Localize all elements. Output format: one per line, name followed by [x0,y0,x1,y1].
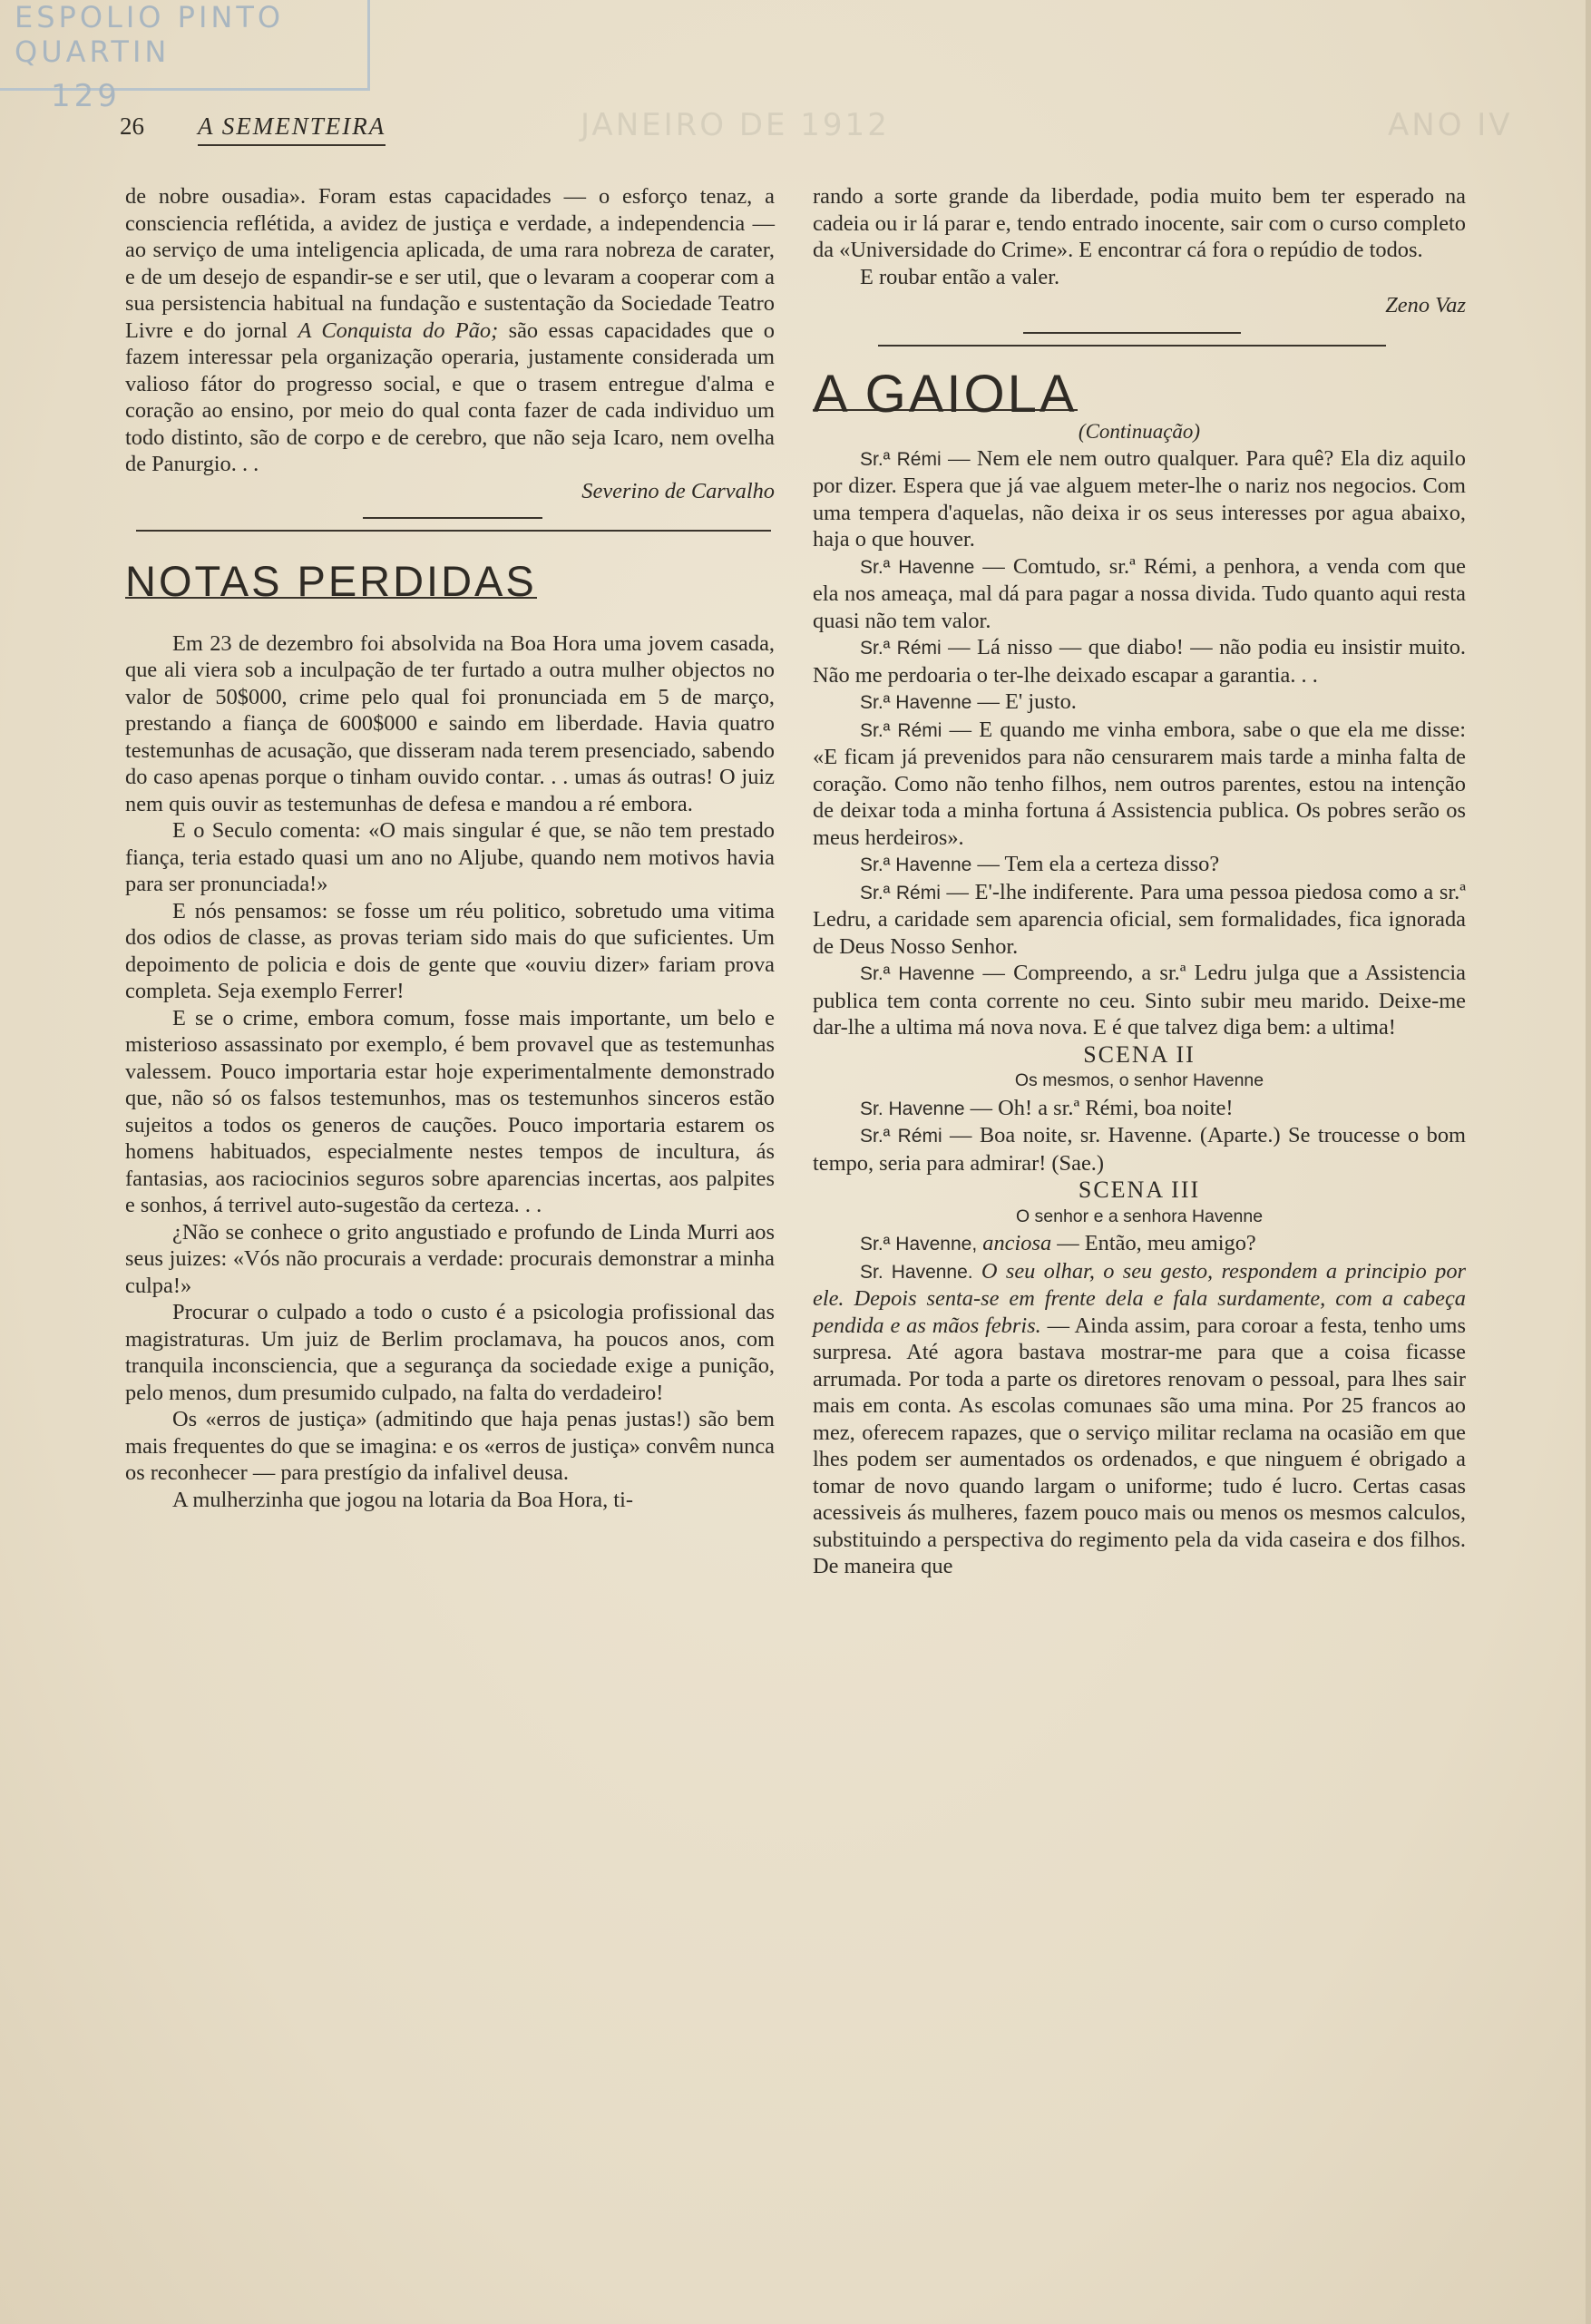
dialogue-line: Sr.ª Rémi — E'-lhe indiferente. Para uma pessoa piedosa como a sr.ª Ledru, a caridade sem aparencia oficial, sem formalidades, fica ignorada de Deus Nosso Senhor. [813,879,1466,959]
dialogue-line: Sr.ª Rémi — E quando me vinha embora, sabe o que ela me disse: «E ficam já prevenidos para não censurarem mais tarde a minha falta de coração. Como não tenho filhos, nem outros parentes, estou na intenção de deixar toda a minha fortuna á Assistencia publica. Os pobres serão os meus herdeiros». [813,717,1466,850]
speaker: Sr.ª Havenne [860,556,975,578]
dialogue-line: Sr. Havenne. O seu olhar, o seu gesto, respondem a principio por ele. Depois senta-se em frente dela e fala surdamente, com a cabeça pendida e as mãos febris. — Ainda assim, para coroar a festa, tenho ums surpresa. Até agora bastava mostrar-me para que a coisa ficasse arrumada. Por toda a parte os diretores renovam o pessoal, para lhes sair mais em conta. As escolas comunaes são uma mina. Por 25 francos ao mez, oferecem rapazes, que o serviço militar reclama na ocasião em que lhes podem ser aumentados os ordenados, e que ninguem é obrigado a tomar de novo quando largam o uniforme; tudo é lucro. Certas casas acessiveis ás mulheres, fazem pouco mais ou menos os mesmos calculos, substituindo a perspectiva do regimento pela da vida caseira e dos filhos. De maneira que [813,1258,1467,1578]
speaker: Sr. Havenne. [860,1261,973,1283]
show-through-text-2: ANO IV [1388,107,1513,143]
scene-heading-2: SCENA II [1083,1040,1196,1068]
paragraph: A mulherzinha que jogou na lotaria da Boa Hora, ti- [172,1487,633,1512]
library-stamp: ESPOLIO PINTO QUARTIN 129 [0,0,370,91]
signature-zeno: Zeno Vaz [1385,293,1466,317]
speaker: Sr.ª Havenne [860,854,972,875]
scene-subheading-2: Os mesmos, o senhor Havenne [1014,1070,1264,1090]
paragraph: E se o crime, embora comum, fosse mais importante, um belo e misterioso assassinato por exemplo, é bem provavel que as testemunhas valessem. Pouco importaria estar hoje experimentalmente demonstrado que, não só os falsos testemunhos, mas os testemunhos sinceros estão sujeitos a todos os generos de cauções. Pouco importaria estarem os homens habituados, especialmente nestes tempos de incultura, ás fantasias, aos raciocinios seguros sobre aparencias incertas, aos palpites e sonhos, á terrivel auto-sugestão da certeza. . . [125,1005,775,1217]
separator-rules [125,504,775,546]
signature-severino: Severino de Carvalho [581,478,775,503]
section-title-a-gaiola: A GAIOLA [813,364,1078,424]
speaker: Sr.ª Rémi [860,719,942,741]
speaker: Sr.ª Havenne, [860,1234,978,1255]
paragraph: E o Seculo comenta: «O mais singular é que, se não tem prestado fiança, teria estado quasi um ano no Aljube, quando nem motivos havia para ser pronunciada!» [125,818,775,896]
paragraph: Em 23 de dezembro foi absolvida na Boa Hora uma jovem casada, que ali viera sob a inculpação de ter furtado a outra mulher objectos no valor de 50$000, crime pelo qual foi pronunciada em 5 de março, prestando a fiança de 600$000 e saindo em liberdade. Havia quatro testemunhas de acusação, que disseram nada terem presenciado, sabendo do caso apenas porque o tinham ouvido contar. . . umas ás outras! O juiz nem quis ouvir as testemunhas de defesa e mandou a ré embora. [125,630,775,816]
speaker: Sr. Havenne [860,1098,965,1119]
speaker: Sr.ª Rémi [860,1126,942,1147]
dialogue-line: Sr.ª Rémi — Nem ele nem outro qualquer. Para quê? Ela diz aquilo por dizer. Espera que já vae alguem meter-lhe o nariz nos negocios. Com uma tempera d'aquelas, não deixa ir os seus interesses por agua abaixo, haja o que houver. [813,445,1466,552]
speaker: Sr.ª Havenne [860,963,975,984]
paragraph: E nós pensamos: se fosse um réu politico, sobretudo uma vitima dos odios de classe, as provas teriam sido mais do que suficientes. Um depoimento de policia e dois de gente que «ouviu dizer» fariam prova completa. Seja exemplo Ferrer! [125,898,775,1003]
paragraph: ¿Não se conhece o grito angustiado e profundo de Linda Murri aos seus juizes: «Vós não procurais a verdade: procurais demonstrar a minha culpa!» [125,1219,775,1298]
carry-over-paragraph: rando a sorte grande da liberdade, podia muito bem ter esperado na cadeia ou ir lá parar e, tendo entrado inocente, sair com o curso completo da «Universidade do Crime». E encontrar cá fora o repúdio de todos. [813,184,1466,262]
left-column [125,183,775,1513]
dialogue-block-1 [813,445,1466,1041]
scene-heading-3: SCENA III [1078,1177,1201,1203]
section-title-notas-perdidas: NOTAS PERDIDAS [125,557,537,605]
running-title: A SEMENTEIRA [198,112,386,146]
show-through-text: JANEIRO DE 1912 [581,107,890,143]
dialogue-line: Sr.ª Rémi — Lá nisso — que diabo! — não podia eu insistir muito. Não me perdoaria o ter-lhe deixado escapar a garantia. . . [813,635,1466,688]
carry-over-paragraph-2: E roubar então a valer. [860,264,1060,289]
dialogue-line: Sr.ª Havenne — Tem ela a certeza disso? [860,852,1220,876]
speaker: Sr.ª Havenne [860,692,972,713]
dialogue-line: Sr.ª Havenne — E' justo. [860,689,1077,714]
paragraph: Os «erros de justiça» (admitindo que haja penas justas!) são bem mais frequentes do que se imagina: e os «erros de justiça» convêm nunca os reconhecer — para prestígio da infalivel deusa. [125,1407,775,1485]
dialogue-line: Sr.ª Havenne, anciosa — Então, meu amigo? [860,1231,1256,1255]
right-column [813,183,1466,1580]
paragraph: Procurar o culpado a todo o custo é a psicologia profissional das magistraturas. Um juiz de Berlim proclamava, ha poucos anos, com tranquila inconsciencia, que a segurança da sociedade exige a punição, pelo menos, dum presumido culpado, na falta do verdadeiro! [125,1300,775,1405]
dialogue-line: Sr. Havenne — Oh! a sr.ª Rémi, boa noite! [860,1095,1234,1120]
separator-rules-right [813,319,1466,365]
speaker: Sr.ª Rémi [860,448,942,470]
dialogue-line: Sr.ª Havenne — Comtudo, sr.ª Rémi, a penhora, a venda com que ela nos ameaça, mal dá para pagar a nossa divida. Tudo quanto aqui resta quasi não tem valor. [813,553,1466,633]
page-edge [1586,0,1591,2324]
continuation-note: (Continuação) [1078,420,1201,443]
dialogue-block-2 [813,1095,1466,1177]
speaker: Sr.ª Rémi [860,638,942,659]
dialogue-line: Sr.ª Rémi — Boa noite, sr. Havenne. (Aparte.) Se troucesse o bom tempo, seria para admirar! (Sae.) [813,1123,1466,1176]
dialogue-line: Sr.ª Havenne — Compreendo, a sr.ª Ledru julga que a Assistencia publica tem conta corrente no ceu. Sinto subir meu marido. Deixe-me dar-lhe a ultima má nova nova. E é que talvez diga bem: a ultima! [813,961,1466,1040]
scene-subheading-3: O senhor e a senhora Havenne [1015,1206,1264,1226]
intro-paragraph: de nobre ousadia». Foram estas capacidades — o esforço tenaz, a consciencia reflétida, a avidez de justiça e verdade, a independencia — ao serviço de uma inteligencia aplicada, de uma rara nobreza de carater, e de um desejo de espandir-se e ser util, que o levaram a cooperar com a sua persistencia habitual na fundação e sustentação da Sociedade Teatro Livre e do jornal A Conquista do Pão; são essas capacidades que o fazem interessar pela organização operaria, justamente considerada um valioso fátor do progresso social, e que o trasem entregue d'alma e coração ao ensino, por meio do qual conta fazer de cada individuo um todo distinto, são de corpo e de cerebro, que não seja Icaro, nem ovelha de Panurgio. . . [125,184,775,476]
speaker: Sr.ª Rémi [860,882,941,903]
page-number: 26 [120,112,144,140]
